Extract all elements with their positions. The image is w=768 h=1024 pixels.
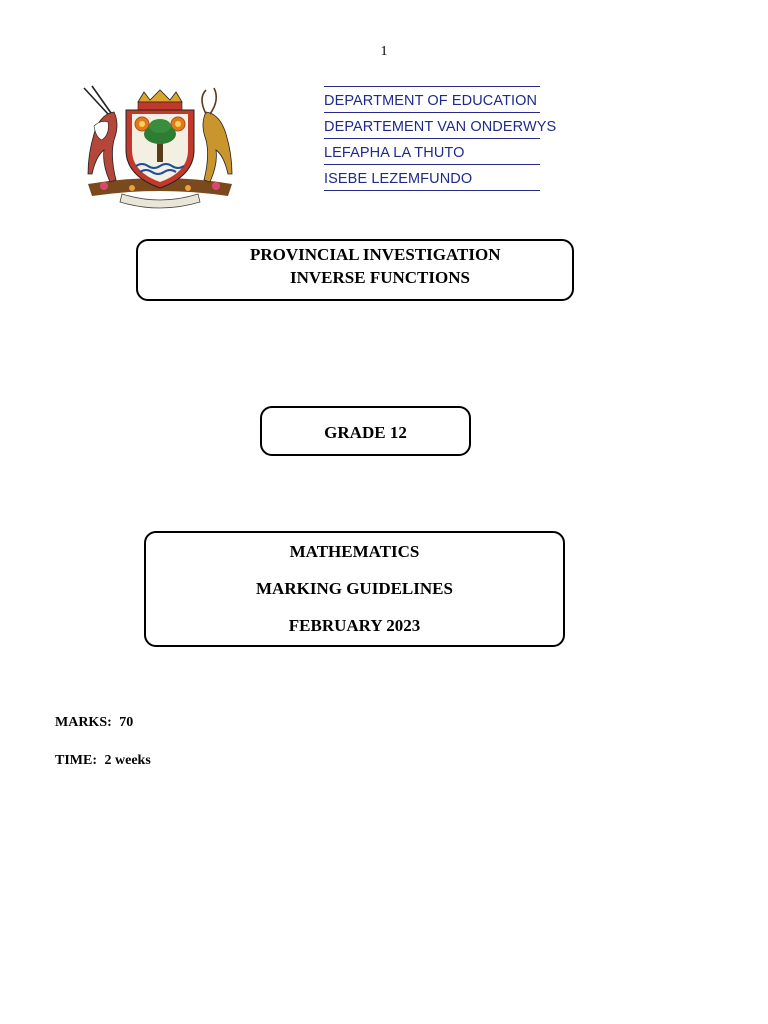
document-date: FEBRUARY 2023 (288, 616, 421, 635)
department-name-setswana: LEFAPHA LA THUTO (324, 145, 465, 161)
subject-box (144, 531, 565, 647)
marks-label: MARKS: (55, 715, 112, 730)
marks-value: 70 (119, 715, 134, 730)
title-box (136, 239, 574, 301)
time-info (55, 753, 151, 769)
topic-title: INVERSE FUNCTIONS (290, 268, 470, 287)
investigation-title: PROVINCIAL INVESTIGATION (250, 245, 501, 264)
grade-box (260, 406, 471, 456)
department-name-english: DEPARTMENT OF EDUCATION (324, 93, 538, 109)
department-name-isixhosa: ISEBE LEZEMFUNDO (324, 171, 473, 187)
divider (324, 190, 540, 191)
department-header (324, 86, 557, 191)
document-type: MARKING GUIDELINES (256, 579, 453, 598)
page-number: 1 (380, 44, 388, 59)
subject-name: MATHEMATICS (289, 542, 420, 561)
grade-label: GRADE 12 (324, 423, 407, 442)
time-value: 2 weeks (104, 753, 151, 768)
coat-of-arms-icon (80, 84, 240, 214)
department-name-afrikaans: DEPARTEMENT VAN ONDERWYS (324, 119, 557, 135)
marks-info (55, 715, 133, 731)
time-label: TIME: (55, 753, 97, 768)
